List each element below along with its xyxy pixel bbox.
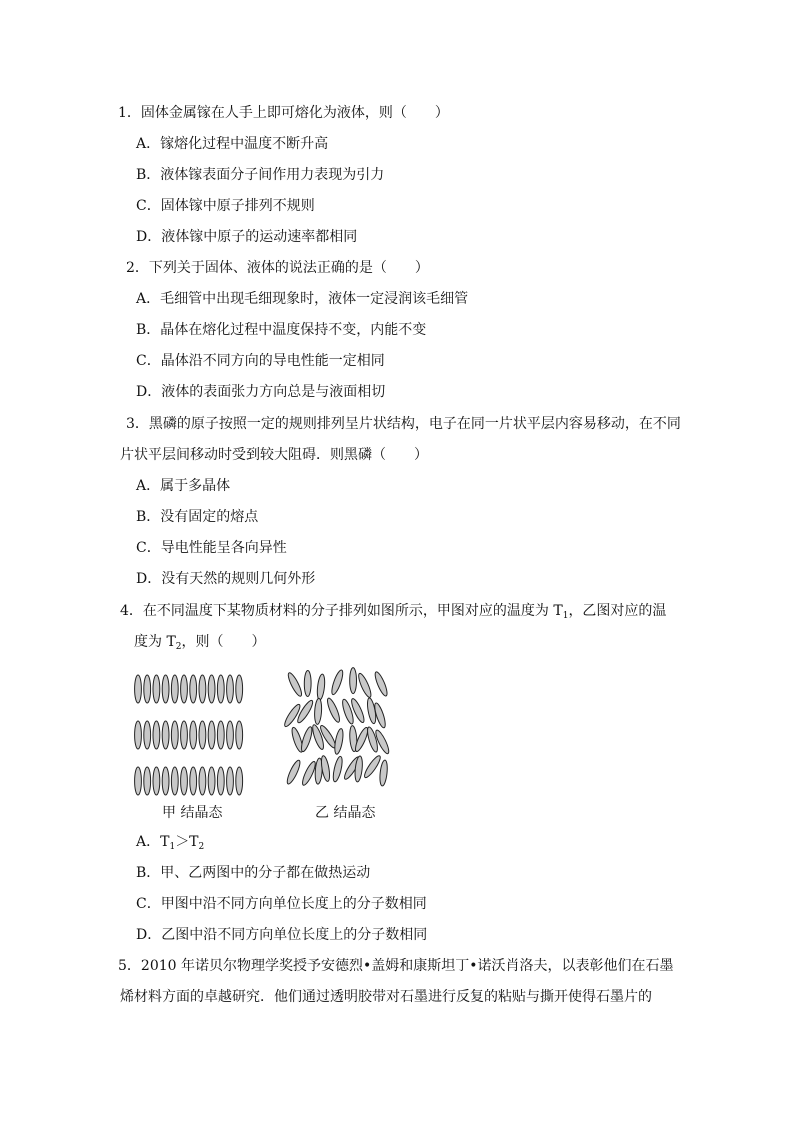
- question-1-option-d: D．液体镓中原子的运动速率都相同: [136, 229, 358, 245]
- molecule-ordered: [208, 675, 215, 703]
- molecule-ordered: [144, 721, 151, 749]
- molecule-ordered: [144, 675, 151, 703]
- crystal-state-yi-diagram: [282, 668, 391, 787]
- molecule-ordered: [227, 767, 234, 795]
- question-3-stem-line1: 3．黑磷的原子按照一定的规则排列呈片状结构，电子在同一片状平层内容易移动，在不同: [126, 416, 681, 432]
- molecule-disordered: [325, 697, 341, 724]
- question-4-stem-line1: 4．在不同温度下某物质材料的分子排列如图所示，甲图对应的温度为 $T_1$，乙图对应的温: [120, 603, 667, 621]
- molecule-ordered: [199, 675, 206, 703]
- molecule-ordered: [217, 675, 224, 703]
- question-3-option-d: D．没有天然的规则几何外形: [136, 571, 316, 587]
- question-5-stem-line2: 烯材料方面的卓越研究．他们通过透明胶带对石墨进行反复的粘贴与撕开使得石墨片的: [120, 989, 652, 1005]
- crystal-state-jia-diagram: [135, 675, 243, 795]
- molecule-ordered: [190, 675, 197, 703]
- molecule-ordered: [171, 675, 178, 703]
- question-3-option-b: B．没有固定的熔点: [136, 509, 259, 525]
- molecule-ordered: [236, 675, 243, 703]
- molecule-ordered: [181, 675, 188, 703]
- question-1-option-c: C．固体镓中原子排列不规则: [136, 198, 315, 214]
- question-2-option-c: C．晶体沿不同方向的导电性能一定相同: [136, 353, 385, 369]
- molecule-ordered: [181, 767, 188, 795]
- molecule-disordered: [356, 672, 373, 699]
- molecule-disordered: [299, 726, 314, 753]
- question-2-option-a: A．毛细管中出现毛细现象时，液体一定浸润该毛细管: [136, 291, 469, 307]
- question-1-option-b: B．液体镓表面分子间作用力表现为引力: [136, 167, 385, 183]
- molecule-ordered: [217, 721, 224, 749]
- molecule-disordered: [373, 671, 389, 698]
- molecule-ordered: [227, 721, 234, 749]
- molecule-ordered: [236, 721, 243, 749]
- molecule-ordered: [227, 675, 234, 703]
- molecule-ordered: [135, 675, 142, 703]
- question-3-option-c: C．导电性能呈各向异性: [136, 540, 287, 556]
- question-4-stem-line2: 度为 $T_2$，则（ ）: [134, 634, 266, 652]
- question-2-option-d: D．液体的表面张力方向总是与液面相切: [136, 384, 386, 400]
- molecule-ordered: [217, 767, 224, 795]
- molecule-disordered: [286, 671, 304, 697]
- question-1-option-a: A．镓熔化过程中温度不断升高: [136, 136, 329, 152]
- figure-caption-yi: 乙 结晶态: [315, 805, 376, 821]
- molecule-ordered: [153, 767, 160, 795]
- question-2-stem: 2．下列关于固体、液体的说法正确的是（ ）: [126, 260, 429, 276]
- molecule-ordered: [144, 767, 151, 795]
- molecule-ordered: [199, 767, 206, 795]
- molecule-ordered: [153, 675, 160, 703]
- molecule-disordered: [333, 728, 344, 755]
- molecule-disordered: [331, 756, 343, 783]
- molecule-ordered: [153, 721, 160, 749]
- molecule-ordered: [171, 767, 178, 795]
- question-4-option-b: B．甲、乙两图中的分子都在做热运动: [136, 865, 371, 881]
- molecule-ordered: [162, 767, 169, 795]
- question-4-option-c: C．甲图中沿不同方向单位长度上的分子数相同: [136, 896, 427, 912]
- molecule-disordered: [350, 668, 357, 694]
- molecule-ordered: [181, 721, 188, 749]
- figure-caption-jia: 甲 结晶态: [162, 805, 223, 821]
- question-4-option-a: A．$T_1>T_2$: [136, 834, 205, 852]
- molecular-arrangement-figure: [130, 662, 400, 822]
- molecule-ordered: [135, 721, 142, 749]
- molecule-disordered: [330, 669, 345, 696]
- molecule-disordered: [304, 670, 311, 696]
- molecule-ordered: [171, 721, 178, 749]
- question-4-option-d: D．乙图中沿不同方向单位长度上的分子数相同: [136, 927, 428, 943]
- molecule-ordered: [208, 721, 215, 749]
- molecule-ordered: [162, 675, 169, 703]
- question-1-stem: 1．固体金属镓在人手上即可熔化为液体，则（ ）: [118, 105, 449, 121]
- molecule-ordered: [162, 721, 169, 749]
- question-3-stem-line2: 片状平层间移动时受到较大阻碍．则黑磷（ ）: [120, 447, 428, 463]
- molecule-ordered: [135, 767, 142, 795]
- molecule-ordered: [190, 767, 197, 795]
- molecule-ordered: [199, 721, 206, 749]
- molecule-ordered: [208, 767, 215, 795]
- molecule-ordered: [236, 767, 243, 795]
- question-3-option-a: A．属于多晶体: [136, 478, 231, 494]
- molecule-disordered: [314, 698, 322, 724]
- molecule-disordered: [379, 760, 389, 787]
- question-5-stem-line1: 5．2010 年诺贝尔物理学奖授予安德烈•盖姆和康斯坦丁•诺沃肖洛夫，以表彰他们在石墨: [118, 958, 674, 974]
- molecule-ordered: [190, 721, 197, 749]
- molecule-disordered: [285, 759, 302, 785]
- molecular-arrangement-diagram: [130, 662, 400, 797]
- question-2-option-b: B．晶体在熔化过程中温度保持不变，内能不变: [136, 322, 427, 338]
- molecule-disordered: [316, 674, 326, 701]
